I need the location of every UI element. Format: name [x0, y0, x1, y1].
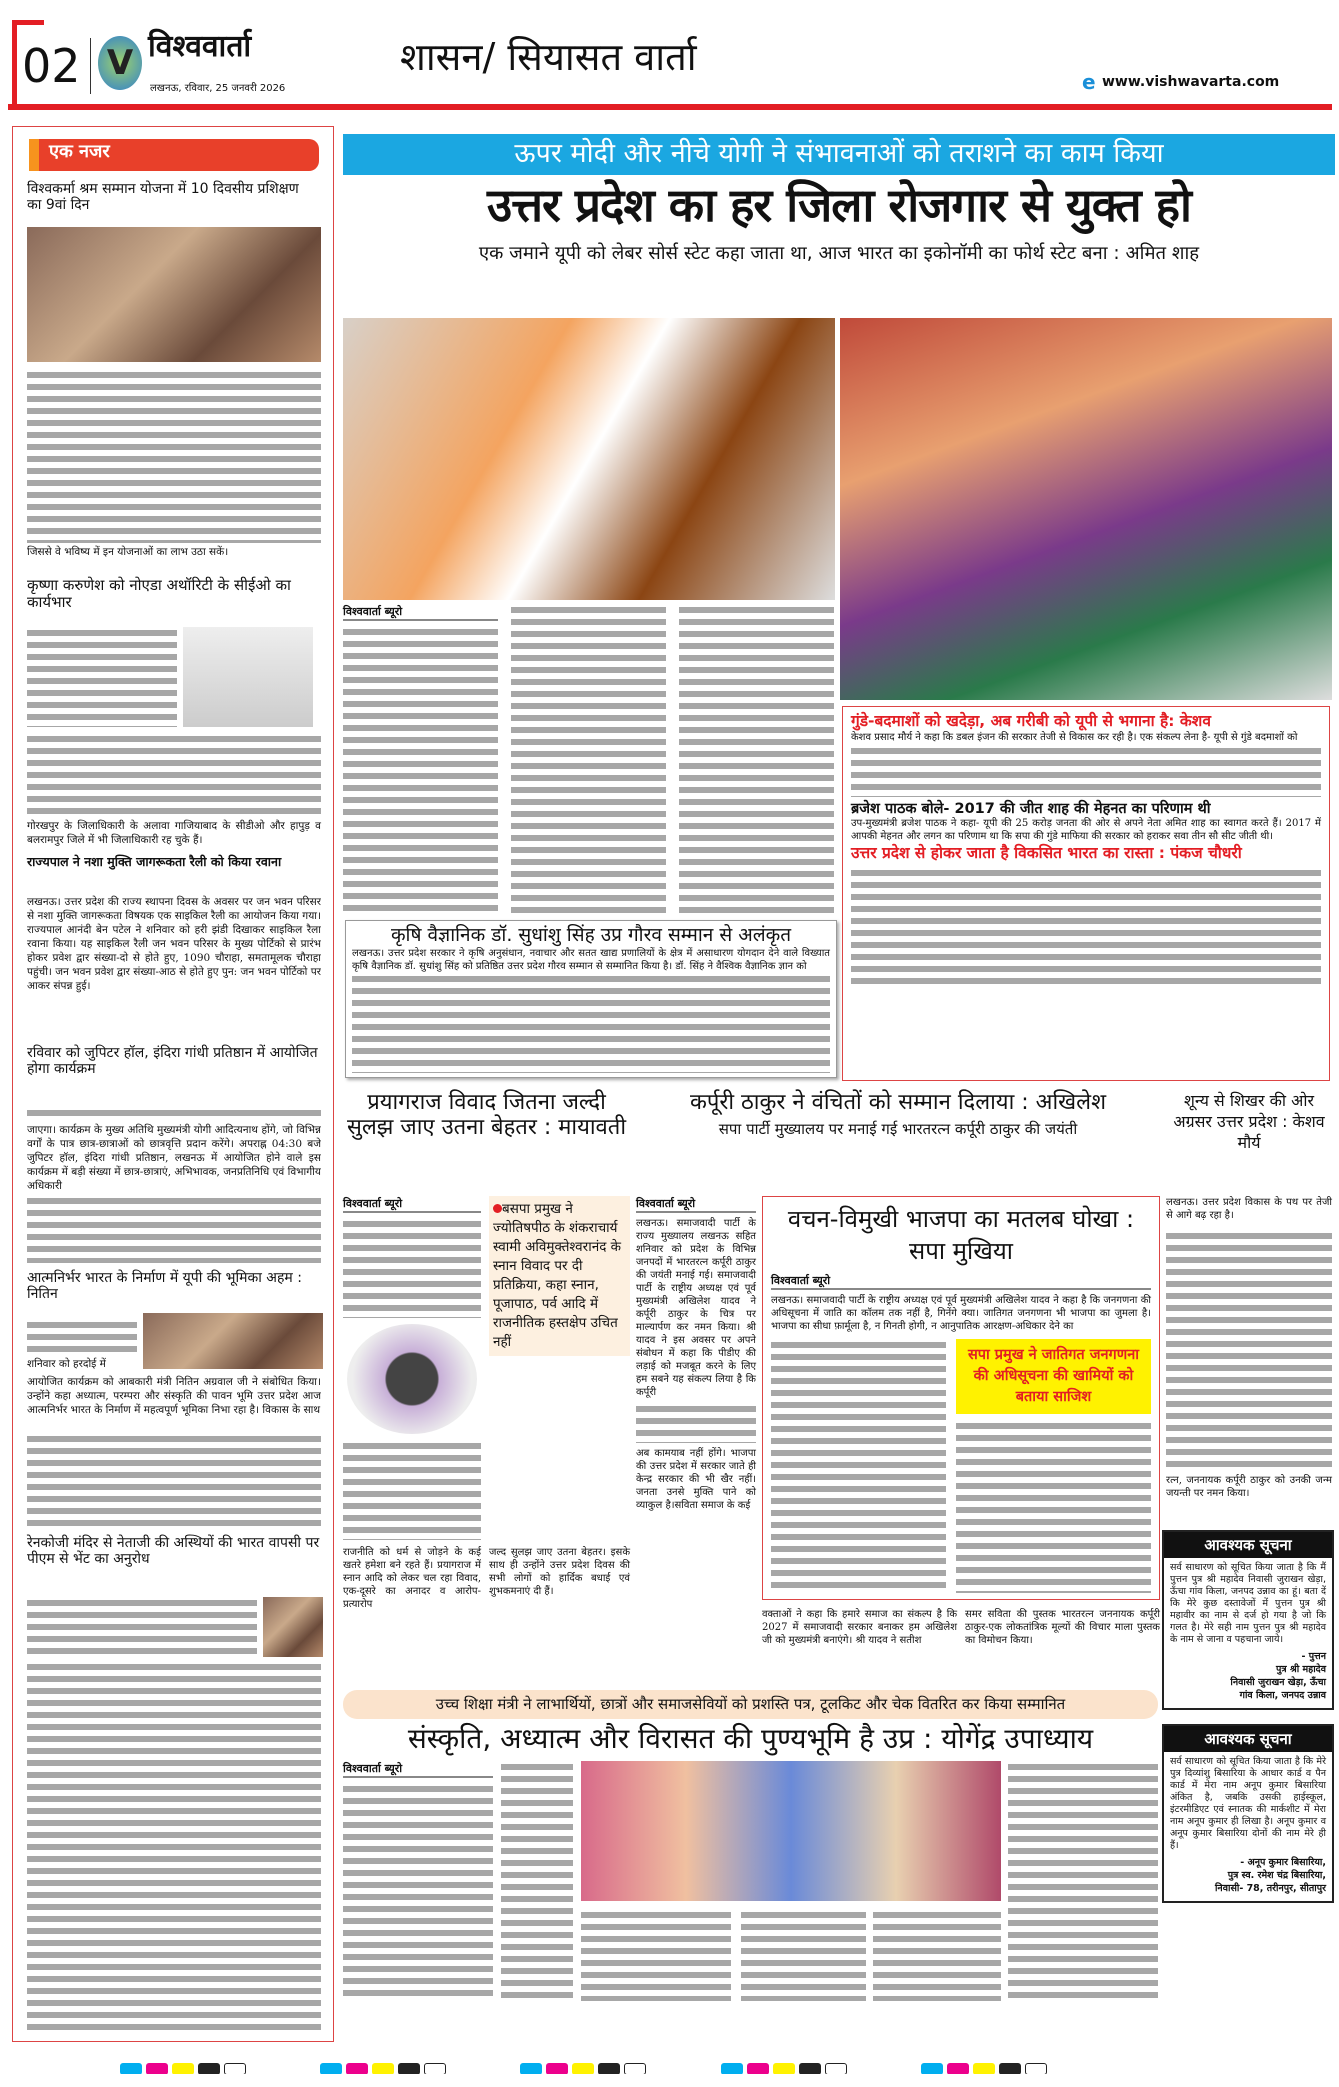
article-text-end: राजनीति को धर्म से जोड़ने के कई खतरे हमेशा बने रहते हैं। प्रयागराज में स्नान आदि को लेकर चल रहा विवाद, एक-दूसरे का अनादर व आरोप-प्रत्यारोप — [343, 1547, 481, 1610]
article-text — [873, 1909, 1001, 2001]
bureau-byline: विश्ववार्ता ब्यूरो — [343, 1761, 493, 1778]
article-text — [581, 1909, 731, 2001]
bureau-byline: विश्ववार्ता ब्यूरो — [343, 1196, 481, 1213]
vachan-lower — [771, 1339, 1151, 1593]
story-body: आयोजित कार्यक्रम को आबकारी मंत्री नितिन अग्रवाल जी ने संबोधित किया। उन्होंने कहा अध्यात्म, परम्परा और संस्कृति की पावन भूमि उत्तर प्रदेश आज आत्मनिर्भर भारत के निर्माण में महत्वपूर्ण भूमिका निभा रहा है। विकास के साथ — [27, 1376, 321, 1416]
article-text — [1008, 1761, 1158, 2001]
story-title: आत्मनिर्भर भारत के निर्माण में यूपी की भूमिका अहम : नितिन — [27, 1270, 302, 1303]
color-registration-bar — [120, 2060, 1320, 2074]
article-text-end: रत्न, जननायक कर्पूरी ठाकुर को उनकी जन्म जयन्ती पर नमन किया। — [1166, 1475, 1332, 1499]
story-body-end: गोरखपुर के जिलाधिकारी के अलावा गाजियाबाद के सीडीओ और हापुड़ व बलरामपुर जिले में भी जिलाधिकारी रह चुके हैं। — [27, 820, 321, 846]
story-title: राज्यपाल ने नशा मुक्ति जागरूकता रैली को किया रवाना — [27, 854, 282, 869]
article-text-end: अब कामयाब नहीं होंगे। भाजपा की उत्तर प्रदेश में सरकार जाते ही केन्द्र सरकार की भी खैर नहीं। जनता उनसे मुक्ति पाने को व्याकुल है।सविता समाज के कई — [636, 1448, 756, 1511]
award-photo — [581, 1761, 1001, 1901]
notice-title: आवश्यक सूचना — [1164, 1532, 1332, 1558]
yogendra-headline: संस्कृति, अध्यात्म और विरासत की पुण्यभूमि है उप्र : योगेंद्र उपाध्याय — [407, 1722, 1094, 1756]
orange-band-headline: उच्च शिक्षा मंत्री ने लाभार्थियों, छात्रों और समाजसेवियों को प्रशस्ति पत्र, टूलकिट और चेक वितरित कर किया सम्मानित — [343, 1690, 1158, 1719]
krishi-body: लखनऊ। उत्तर प्रदेश सरकार ने कृषि अनुसंधान, नवाचार और सतत खाद्य प्रणालियों के क्षेत्र में असाधारण योगदान देने वाले विख्यात कृषि वैज्ञानिक डॉ. सुधांशु सिंह को प्रतिष्ठित उत्तर प्रदेश गौरव सम्मान से सम्मानित किया है। डॉ. सिंह ने वैश्विक वैज्ञानिक ज्ञान को — [352, 947, 830, 972]
top-headlines — [343, 134, 1335, 265]
article-text: लखनऊ। उत्तर प्रदेश विकास के पथ पर तेजी से आगे बढ़ रहा है। — [1166, 1197, 1332, 1221]
article-text — [741, 1909, 866, 2001]
banner-headline: ऊपर मोदी और नीचे योगी ने संभावनाओं को तराशने का काम किया — [343, 134, 1335, 175]
article-columns — [343, 604, 835, 916]
story-body — [27, 1661, 321, 2033]
article-text-end: समर सविता की पुस्तक भारतरत्न जननायक कर्पूरी ठाकुर-एक लोकतांत्रिक मूल्यों की विचार माला पुस्तक का विमोचन किया। — [965, 1609, 1160, 1646]
ceo-portrait — [183, 627, 313, 727]
article-text-more — [636, 1403, 756, 1443]
callout-text: बसपा प्रमुख ने ज्योतिषपीठ के शंकराचार्य स्वामी अविमुक्तेश्वरानंद के स्नान विवाद पर दी प्रतिक्रिया, कहा स्नान, पूजापाठ, पर्व आदि में राजनीतिक हस्तक्षेप उचित नहीं — [493, 1201, 622, 1350]
brajesh-body: उप-मुख्यमंत्री ब्रजेश पाठक ने कहा- यूपी की 25 करोड़ जनता की ओर से अपने नेता अमित शाह का स्वागत करते हैं। 2017 में आपकी मेहनत और लगन का परिणाम था कि सपा की गुंडे माफिया की सरकार को हराकर सवा तीन सौ सीट जीती थी। — [851, 818, 1321, 843]
story-body — [27, 369, 321, 543]
notice-title: आवश्यक सूचना — [1164, 1726, 1332, 1752]
story-title: रेनकोजी मंदिर से नेताजी की अस्थियों की भारत वापसी पर पीएम से भेंट का अनुरोध — [27, 1535, 320, 1568]
article-text — [343, 1440, 481, 1540]
krishi-title: कृषि वैज्ञानिक डॉ. सुधांशु सिंह उप्र गौरव सम्मान से अलंकृत — [390, 924, 792, 946]
akhilesh-heading — [636, 1090, 1160, 1139]
article-text — [511, 604, 666, 914]
logo-divider — [90, 38, 91, 94]
article-text — [343, 1218, 481, 1318]
dateline: लखनऊ, रविवार, 25 जनवरी 2026 — [150, 83, 286, 94]
sub-headline: एक जमाने यूपी को लेबर सोर्स स्टेट कहा जाता था, आज भारत का इकोनॉमी का फोर्थ स्टेट बना : अमित शाह — [478, 242, 1200, 264]
notice-body: सर्व साधारण को सूचित किया जाता है कि मेरे पुत्र दिव्यांशु बिसारिया के आधार कार्ड व पैन कार्ड में मेरा नाम अनूप कुमार बिसारिया अंकित है, जबकि उसकी हाईस्कूल, इंटरमीडिएट एवं स्नातक की मार्कशीट में मेरा नाम अनूप कुमार ही लिखा है। अनूप कुमार व अनूप कुमार बिसारिया दोनों की नाम मेरे ही हैं। — [1170, 1756, 1326, 1851]
web-icon: e — [1082, 70, 1096, 94]
story-title: विश्वकर्मा श्रम सम्मान योजना में 10 दिवसीय प्रशिक्षण का 9वां दिन — [27, 181, 299, 214]
story-body-end: जिससे वे भविष्य में इन योजनाओं का लाभ उठा सकें। — [27, 546, 229, 558]
notice-signature: निवासी जुराखन खेड़ा, ऊँचा — [1230, 1677, 1326, 1688]
brajesh-title: ब्रजेश पाठक बोले- 2017 की जीत शाह की मेहनत का परिणाम थी — [851, 800, 1211, 817]
bureau-byline: विश्ववार्ता ब्यूरो — [636, 1196, 756, 1213]
pankaj-title: उत्तर प्रदेश से होकर जाता है विकसित भारत का रास्ता : पंकज चौधरी — [851, 844, 1242, 863]
training-photo — [27, 227, 321, 362]
notice-box — [1162, 1530, 1334, 1710]
notice-signature: - पुत्तन — [1301, 1651, 1326, 1662]
keshav-body-more — [851, 745, 1321, 797]
page-number: 02 — [22, 39, 81, 93]
notice-signature: पुत्र स्व. रमेश चंद्र बिसारिया, — [1227, 1870, 1326, 1881]
section-title: शासन/ सियासत वार्ता — [400, 35, 697, 79]
hardoi-photo — [143, 1313, 323, 1369]
notice-signature: - अनूप कुमार बिसारिया, — [1240, 1857, 1326, 1868]
article-text-more — [1166, 1230, 1332, 1470]
akhilesh-subheadline: सपा पार्टी मुख्यालय पर मनाई गई भारतरत्न कर्पूरी ठाकुर की जयंती — [718, 1120, 1078, 1139]
mayawati-story — [343, 1196, 630, 1686]
krishi-box — [345, 920, 837, 1078]
story-body — [27, 1195, 321, 1263]
pankaj-body — [851, 867, 1321, 987]
logo-icon: V — [98, 36, 142, 90]
bottom-section — [343, 1690, 1158, 2001]
vachan-callout: सपा प्रमुख ने जातिगत जनगणना की अधिसूचना की खामियों को बताया साजिश — [956, 1339, 1151, 1414]
story-body: शनिवार को हरदोई में — [27, 1358, 106, 1370]
story-body — [27, 1107, 321, 1119]
bureau-byline: विश्ववार्ता ब्यूरो — [771, 1273, 1151, 1290]
story-body — [27, 733, 321, 817]
notice-signature: गांव किला, जनपद उन्नाव — [1239, 1690, 1326, 1701]
story-body — [27, 1433, 321, 1529]
notices-column — [1162, 1530, 1334, 1903]
audience-photo — [840, 318, 1332, 700]
ek-nazar-tag: एक नजर — [29, 139, 319, 171]
story-body: लखनऊ। उत्तर प्रदेश की राज्य स्थापना दिवस के अवसर पर जन भवन परिसर से नशा मुक्ति जागरूकता विषयक एक साइकिल रैली का आयोजन किया गया। राज्यपाल आनंदी बेन पटेल ने शनिवार को हरी झंडी दिखाकर साइकिल रैला रवाना किया। यह साइकिल रैली जन भवन परिसर के मुख्य पोर्टिको से प्रारंभ होकर प्रवेश द्वार संख्या-दो से होते हुए, 1090 चौराहा, समतामूलक चौराहा पहुंची। जन भवन प्रवेश द्वार संख्या-आठ से होते हुए पुन: जन भवन पोर्टिको पर आकर संपन्न हुई। — [27, 896, 321, 992]
keshav-right-headline: शून्य से शिखर की ओर अग्रसर उत्तर प्रदेश : केशव मौर्य — [1173, 1091, 1325, 1152]
paper-name: विश्ववार्ता — [148, 29, 252, 64]
amit-shah-stage-photo — [343, 318, 835, 600]
keshav-title: गुंडे-बदमाशों को खदेड़ा, अब गरीबी को यूपी से भगाना है: केशव — [851, 712, 1211, 730]
mayawati-callout — [489, 1196, 630, 1356]
mayawati-portrait — [347, 1324, 477, 1434]
story-body — [27, 1319, 137, 1355]
website-link[interactable]: www.vishwavarta.com — [1102, 74, 1280, 90]
vachan-title: वचन-विमुखी भाजपा का मतलब घोखा : सपा मुखिया — [787, 1205, 1135, 1265]
article-text-end: वक्ताओं ने कहा कि हमारे समाज का संकल्प है कि 2027 में समाजवादी सरकार बनाकर हम अखिलेश जी को मुख्यमंत्री बनाएंगे। श्री यादव ने सतीश — [762, 1609, 957, 1646]
article-text: लखनऊ। समाजवादी पार्टी के राज्य मुख्यालय लखनऊ सहित शनिवार को प्रदेश के विभिन्न जनपदों में भारतरत्न कर्पूरी ठाकुर की जयंती मनाई गई। समाजवादी पार्टी के राष्ट्रीय अध्यक्ष एवं पूर्व मुख्यमंत्री अखिलेश यादव ने कर्पूरी ठाकुर के चित्र पर माल्यार्पण कर नमन किया। श्री यादव ने इस अवसर पर अपने संबोधन में कहा कि पीडीए की लड़ाई को मजबूत करने के लिए हम सबने यह संकल्प लिया है कि कर्पूरी — [636, 1218, 756, 1398]
article-text-end: जल्द सुलझ जाए उतना बेहतर। इसके साथ ही उन्होंने उत्तर प्रदेश दिवस की सभी लोगों को हार्दिक बधाई एवं शुभकमनाएं दी हैं। — [489, 1547, 630, 1597]
yogendra-story — [343, 1761, 1158, 2001]
vachan-box — [762, 1196, 1160, 1600]
notice-box — [1162, 1724, 1334, 1903]
header-rule — [8, 104, 1332, 110]
mayawati-headline: प्रयागराज विवाद जितना जल्दी सुलझ जाए उतना बेहतर : मायावती — [346, 1090, 627, 1141]
article-text — [679, 604, 834, 914]
vachan-body: लखनऊ। समाजवादी पार्टी के राष्ट्रीय अध्यक्ष एवं पूर्व मुख्यमंत्री अखिलेश यादव ने कहा है कि जनगणना की अधिसूचना में जाति का कॉलम तक नहीं है, गिनेंगे क्या। जातिगत जनगणना भी भाजपा का जुमला है। भाजपा का सीधा फ़ार्मूला है, न गिनती होगी, न आनुपातिक आरक्षण-अधिकार देने का — [771, 1295, 1151, 1332]
story-body — [27, 627, 177, 727]
vachan-body-more — [956, 1420, 1151, 1593]
story-title: कृष्णा करुणेश को नोएडा अथॉरिटी के सीईओ का कार्यभार — [27, 576, 291, 612]
story-body: जाएगा। कार्यक्रम के मुख्य अतिथि मुख्यमंत्री योगी आदित्यनाथ होंगे, जो विभिन्न वर्गों के पात्र छात्र-छात्राओं को छात्रवृत्ति प्रदान करेंगे। अपराह्न 04:30 बजे जुपिटर हॉल, इंदिरा गांधी प्रतिष्ठान, लखनऊ में आयोजित होने वाले इस कार्यक्रम में बड़ी संख्या में छात्र-छात्राएं, अभिभावक, जनप्रतिनिधि एवं विभागीय अधिकारी — [27, 1124, 321, 1192]
bureau-byline: विश्ववार्ता ब्यूरो — [343, 604, 498, 621]
vachan-right-col — [956, 1339, 1151, 1593]
story-body — [27, 1597, 257, 1657]
story-title: रविवार को जुपिटर हॉल, इंदिरा गांधी प्रतिष्ठान में आयोजित होगा कार्यक्रम — [27, 1045, 318, 1078]
krishi-body-more — [352, 973, 830, 1073]
leaders-box — [842, 706, 1330, 1081]
notice-signature: पुत्र श्री महादेव — [1276, 1664, 1326, 1675]
notice-signature: निवासी- 78, तरीनपुर, सीतापुर — [1214, 1883, 1326, 1894]
akhilesh-headline: कर्पूरी ठाकुर ने वंचितों को सम्मान दिलाया : अखिलेश — [689, 1090, 1107, 1115]
article-text — [343, 626, 498, 914]
keshav-body: केशव प्रसाद मौर्य ने कहा कि डबल इंजन की सरकार तेजी से विकास कर रही है। एक संकल्प लेना है- यूपी से गुंडे बदमाशों को — [851, 731, 1298, 743]
article-text — [343, 1783, 493, 2001]
article-text — [501, 1761, 573, 2001]
left-column — [12, 126, 334, 2042]
bullet-dot-icon — [493, 1204, 502, 1213]
vachan-body-more — [771, 1339, 946, 1593]
notice-body: सर्व साधारण को सूचित किया जाता है कि मैं पुत्तन पुत्र श्री महादेव निवासी जुराखन खेड़ा, ऊँचा गांव किला, जनपद उन्नाव का हूं। बता दें कि मेरे कुछ दस्तावेजों में पुत्तन पुत्र श्री महावीर का नाम से दर्ज हो गया है जो कि गलत है। मेरे सही नाम पुत्तन पुत्र श्री महादेव के नाम से जाना व पहचाना जाये। — [1170, 1562, 1326, 1645]
main-headline: उत्तर प्रदेश का हर जिला रोजगार से युक्त हो — [487, 178, 1191, 233]
akhilesh-story — [636, 1196, 756, 1512]
renkoji-photo — [263, 1597, 323, 1657]
